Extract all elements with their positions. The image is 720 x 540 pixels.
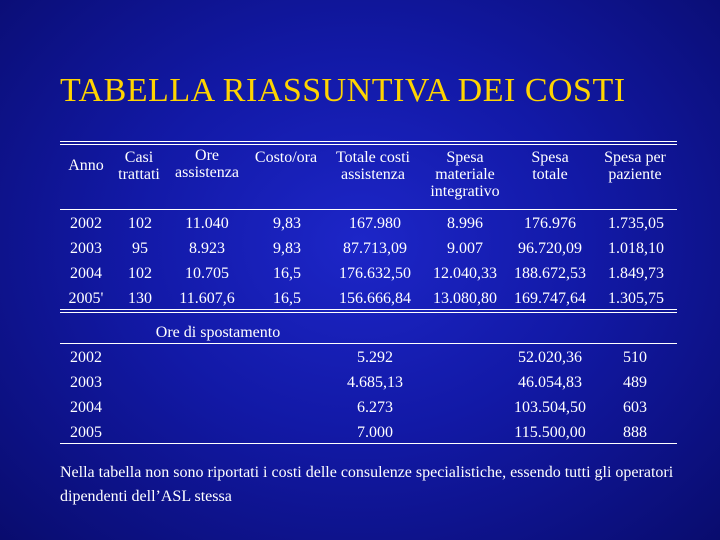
cell-anno: 2004: [70, 265, 102, 282]
cell-spesa-per-paziente: 1.849,73: [608, 265, 664, 282]
cell-anno: 2005': [68, 290, 104, 307]
slide-title: TABELLA RIASSUNTIVA DEI COSTI: [60, 72, 626, 109]
cell-valore: 510: [623, 349, 647, 366]
subsection-divider: [60, 343, 677, 344]
cell-casi-trattati: 102: [128, 265, 152, 282]
cell-ore-spostamento: 6.273: [357, 399, 393, 416]
cell-spesa-materiale: 9.007: [447, 240, 483, 257]
cell-valore: 888: [623, 424, 647, 441]
cell-spesa-totale: 188.672,53: [514, 265, 586, 282]
section-divider: [60, 309, 677, 313]
cell-casi-trattati: 95: [132, 240, 148, 257]
header-divider: [60, 209, 677, 210]
cell-costo-ora: 16,5: [273, 290, 301, 307]
cell-spesa-totale: 96.720,09: [518, 240, 582, 257]
cell-spesa-per-paziente: 1.735,05: [608, 215, 664, 232]
cell-ore-assistenza: 11.607,6: [179, 290, 235, 307]
footnote: Nella tabella non sono riportati i costi delle consulenze specialistiche, essendo tutti gli operatori dipendenti dell’ASL stessa: [60, 464, 674, 505]
cell-costo-ora: 16,5: [273, 265, 301, 282]
cell-costo-spostamento: 103.504,50: [514, 399, 586, 416]
cell-anno: 2004: [70, 399, 102, 416]
cell-totale-costi: 156.666,84: [339, 290, 411, 307]
cell-ore-spostamento: 7.000: [357, 424, 393, 441]
cell-totale-costi: 167.980: [349, 215, 401, 232]
cell-ore-spostamento: 5.292: [357, 349, 393, 366]
cell-spesa-materiale: 12.040,33: [433, 265, 497, 282]
header-costo-ora: Costo/ora: [254, 149, 318, 166]
cell-valore: 603: [623, 399, 647, 416]
header-spesa-per-paziente: Spesa per paziente: [604, 149, 666, 183]
cell-ore-assistenza: 10.705: [185, 265, 229, 282]
cell-ore-spostamento: 4.685,13: [347, 374, 403, 391]
cell-costo-spostamento: 52.020,36: [518, 349, 582, 366]
cell-casi-trattati: 130: [128, 290, 152, 307]
table-bottom-border: [60, 443, 677, 444]
header-spesa-materiale-integrativo: Spesa materiale integrativo: [430, 149, 500, 200]
cell-spesa-per-paziente: 1.305,75: [608, 290, 664, 307]
cell-anno: 2003: [70, 240, 102, 257]
cell-spesa-totale: 176.976: [524, 215, 576, 232]
cell-spesa-per-paziente: 1.018,10: [608, 240, 664, 257]
header-ore-assistenza: Ore assistenza: [175, 147, 239, 181]
header-totale-costi-assistenza: Totale costi assistenza: [336, 149, 410, 183]
cell-costo-ora: 9,83: [273, 215, 301, 232]
travel-hours-heading: Ore di spostamento: [155, 324, 281, 341]
header-anno: Anno: [68, 157, 104, 174]
table-top-border: [60, 141, 677, 145]
cell-costo-ora: 9,83: [273, 240, 301, 257]
cell-spesa-materiale: 8.996: [447, 215, 483, 232]
cell-valore: 489: [623, 374, 647, 391]
cell-totale-costi: 176.632,50: [339, 265, 411, 282]
cell-anno: 2005: [70, 424, 102, 441]
cell-casi-trattati: 102: [128, 215, 152, 232]
cell-totale-costi: 87.713,09: [343, 240, 407, 257]
cell-anno: 2003: [70, 374, 102, 391]
cell-spesa-materiale: 13.080,80: [433, 290, 497, 307]
cell-ore-assistenza: 11.040: [185, 215, 229, 232]
header-spesa-totale: Spesa totale: [531, 149, 569, 183]
cell-anno: 2002: [70, 215, 102, 232]
cell-ore-assistenza: 8.923: [189, 240, 225, 257]
cell-costo-spostamento: 46.054,83: [518, 374, 582, 391]
cell-spesa-totale: 169.747,64: [514, 290, 586, 307]
cell-anno: 2002: [70, 349, 102, 366]
header-casi-trattati: Casi trattati: [118, 149, 160, 183]
cell-costo-spostamento: 115.500,00: [514, 424, 586, 441]
